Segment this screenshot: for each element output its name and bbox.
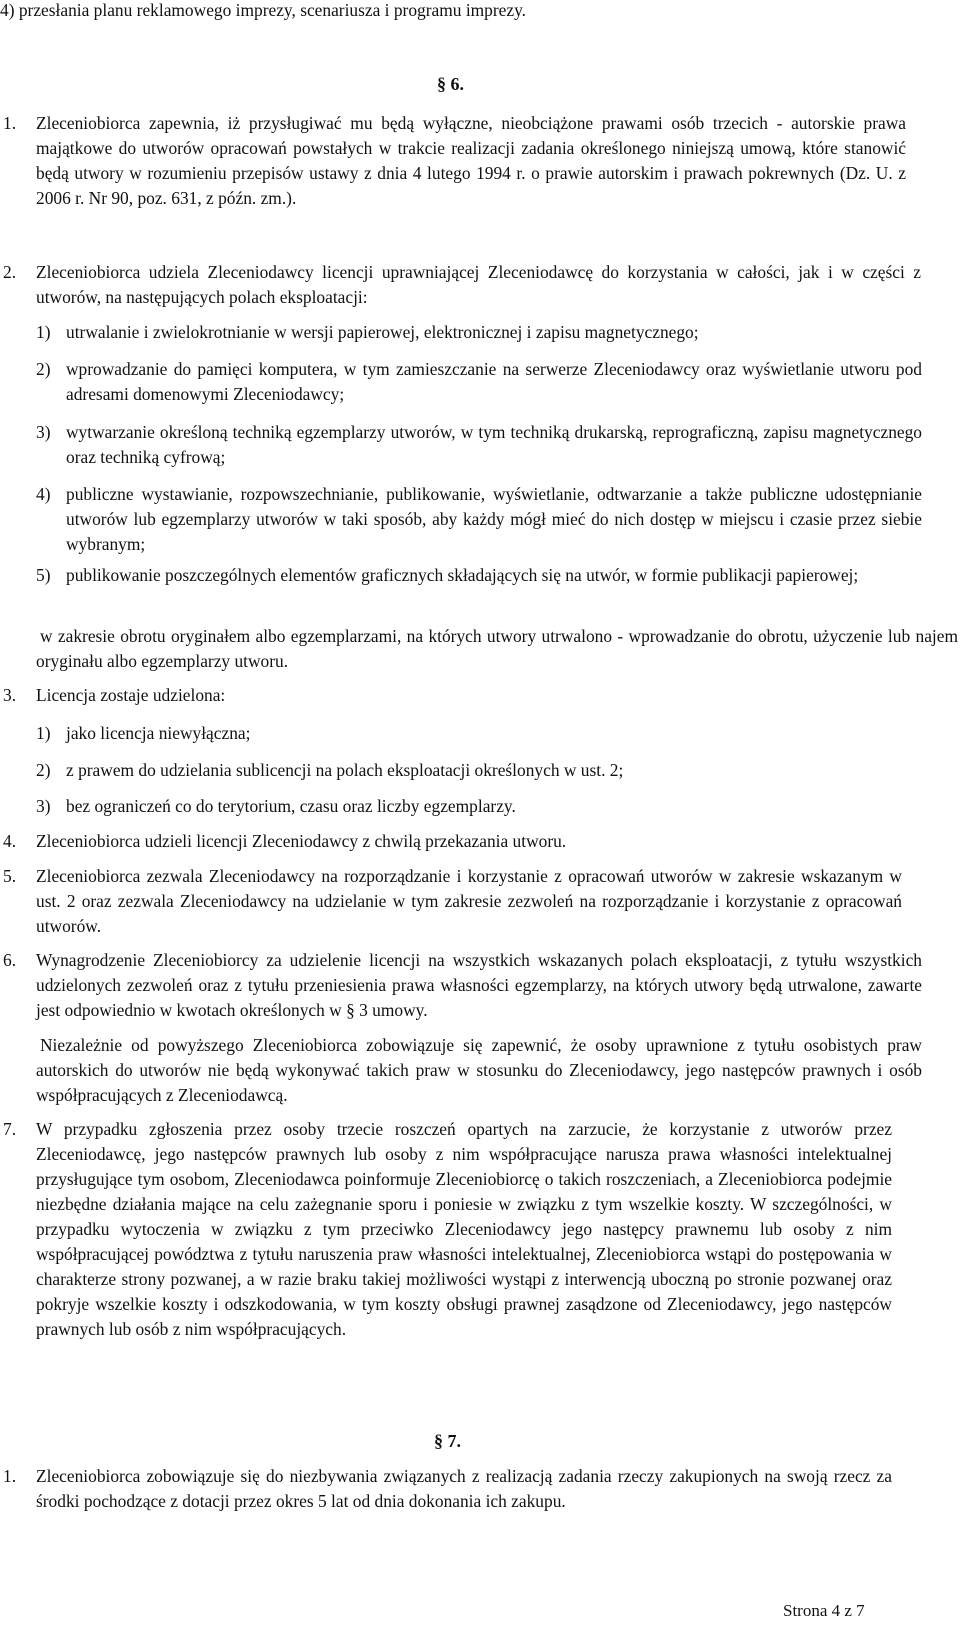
- list-item-number: 3): [36, 796, 51, 816]
- paragraph-number: 6.: [3, 950, 17, 970]
- list-item-text: jako licencja niewyłączna;: [66, 723, 251, 743]
- section-6-paragraph-7: [0, 1117, 960, 1342]
- list-item-number: 4): [36, 484, 51, 504]
- paragraph-number: 1.: [3, 113, 17, 133]
- page-number: Strona 4 z 7: [783, 1601, 865, 1620]
- paragraph-number: 2.: [3, 262, 17, 282]
- list-item-text: publikowanie poszczególnych elementów graficznych składających się na utwór, w formie publikacji papierowej;: [66, 565, 859, 585]
- section-6-paragraph-5: [0, 864, 960, 939]
- list-item-text: wytwarzanie określoną techniką egzemplarzy utworów, w tym techniką drukarską, reprograficzną, zapisu magnetycznego oraz techniką cyfrową;: [66, 422, 922, 467]
- paragraph-trailer: [0, 624, 960, 674]
- paragraph-number: 1.: [3, 1466, 17, 1486]
- list-item-text: utrwalanie i zwielokrotnianie w wersji papierowej, elektronicznej i zapisu magnetycznego;: [66, 322, 699, 342]
- section-6-paragraph-3: [0, 683, 960, 708]
- list-item-number: 2): [36, 359, 51, 379]
- list-item-number: 1): [36, 322, 51, 342]
- paragraph-text: Zleceniobiorca zobowiązuje się do niezbywania związanych z realizacją zadania rzeczy zakupionych na swoją rzecz za środki pochodzące z dotacji przez okres 5 lat od dnia dokonania ich zakupu.: [36, 1466, 892, 1511]
- list-item: [0, 721, 960, 746]
- list-item-number: 5): [36, 565, 51, 585]
- section-6-paragraph-6: [0, 948, 960, 1023]
- section-6-paragraph-2: [0, 260, 960, 310]
- paragraph-text: Wynagrodzenie Zleceniobiorcy za udzielenie licencji na wszystkich wskazanych polach eksploatacji, z tytułu wszystkich udzielonych zezwoleń oraz z tytułu przeniesienia prawa własności egzemplarzy, na których utwory będą utrwalone, zawarte jest odpowiednio w kwotach określonych w § 3 umowy.: [36, 950, 922, 1020]
- section-7-heading: § 7.: [434, 1431, 461, 1451]
- paragraph-text: Zleceniobiorca zapewnia, iż przysługiwać mu będą wyłączne, nieobciążone prawami osób trzecich - autorskie prawa majątkowe do utworów opracowań powstałych w trakcie realizacji zadania określonego niniejszą umową, które stanowić będą utwory w rozumieniu przepisów ustawy z dnia 4 lutego 1994 r. o prawie autorskim i prawach pokrewnych (Dz. U. z 2006 r. Nr 90, poz. 631, z późn. zm.).: [36, 113, 906, 208]
- list-item-text: bez ograniczeń co do terytorium, czasu oraz liczby egzemplarzy.: [66, 796, 516, 816]
- paragraph-text: Zleceniobiorca udzieli licencji Zleceniodawcy z chwilą przekazania utworu.: [36, 831, 567, 851]
- list-item-text: wprowadzanie do pamięci komputera, w tym zamieszczanie na serwerze Zleceniodawcy oraz wyświetlanie utworu pod adresami domenowymi Zleceniodawcy;: [66, 359, 922, 404]
- list-item: [0, 794, 960, 819]
- paragraph-trailer: [0, 1033, 960, 1108]
- section-6-paragraph-1: [0, 111, 960, 211]
- list-item-text: z prawem do udzielania sublicencji na polach eksploatacji określonych w ust. 2;: [66, 760, 624, 780]
- paragraph-number: 4.: [3, 831, 17, 851]
- list-item-text: publiczne wystawianie, rozpowszechnianie, publikowanie, wyświetlanie, odtwarzanie a także publiczne udostępnianie utworów lub egzemplarzy utworów w taki sposób, aby każdy mógł mieć do nich dostęp w miejscu i czasie przez siebie wybranym;: [66, 484, 922, 554]
- paragraph-text: Zleceniobiorca udziela Zleceniodawcy licencji uprawniającej Zleceniodawcę do korzystania w całości, jak i w części z utworów, na następujących polach eksploatacji:: [36, 262, 921, 307]
- paragraph-number: 3.: [3, 685, 17, 705]
- paragraph-number: 5.: [3, 866, 17, 886]
- list-item: [0, 563, 960, 588]
- paragraph-text: W przypadku zgłoszenia przez osoby trzecie roszczeń opartych na zarzucie, że korzystanie z utworów przez Zleceniodawcę, jego następców prawnych lub osoby z nim współpracujące narusza prawa własności intelektualnej przysługujące tym osobom, Zleceniodawca poinformuje Zleceniobiorcę o takich roszczeniach, a Zleceniobiorca podejmie niezbędne działania mające na celu zażegnanie sporu i poniesie w związku z tym wszelkie koszty. W szczególności, w przypadku wytoczenia w związku z tym przeciwko Zleceniodawcy jego następcy prawnemu lub osoby z nim współpracującej powództwa z tytułu naruszenia praw własności intelektualnej, Zleceniobiorca wstąpi do postępowania w charakterze strony pozwanej, a w razie braku takiej możliwości wystąpi z interwencją uboczną po stronie pozwanej oraz pokryje wszelkie koszty i odszkodowania, w tym koszty obsługi prawnej zasądzone od Zleceniodawcy, jego następców prawnych lub osób z nim współpracujących.: [36, 1119, 892, 1339]
- trailer-text: w zakresie obrotu oryginałem albo egzemplarzami, na których utwory utrwalono - wprowadzanie do obrotu, użyczenie lub najem oryginału albo egzemplarzy utworu.: [36, 626, 958, 671]
- list-item: [0, 758, 960, 783]
- paragraph-text: Licencja zostaje udzielona:: [36, 685, 226, 705]
- section-6-paragraph-4: [0, 829, 960, 854]
- section-6-heading: § 6.: [437, 74, 464, 94]
- section-7-paragraph-1: [0, 1464, 960, 1514]
- top-line: 4) przesłania planu reklamowego imprezy, scenariusza i programu imprezy.: [0, 0, 527, 20]
- list-item-number: 3): [36, 422, 51, 442]
- paragraph-text: Zleceniobiorca zezwala Zleceniodawcy na rozporządzanie i korzystanie z opracowań utworów w zakresie wskazanym w ust. 2 oraz zezwala Zleceniodawcy na udzielanie w tym zakresie zezwoleń na rozporządzanie i korzystanie z opracowań utworów.: [36, 866, 902, 936]
- list-item-number: 2): [36, 760, 51, 780]
- paragraph-number: 7.: [3, 1119, 17, 1139]
- list-item-number: 1): [36, 723, 51, 743]
- list-item: [0, 482, 960, 557]
- list-item: [0, 420, 960, 470]
- list-item: [0, 357, 960, 407]
- list-item: [0, 320, 960, 345]
- trailer-text: Niezależnie od powyższego Zleceniobiorca zobowiązuje się zapewnić, że osoby uprawnione z tytułu osobistych praw autorskich do utworów nie będą wykonywać takich praw w stosunku do Zleceniodawcy, jego następców prawnych i osób współpracujących z Zleceniodawcą.: [36, 1035, 922, 1105]
